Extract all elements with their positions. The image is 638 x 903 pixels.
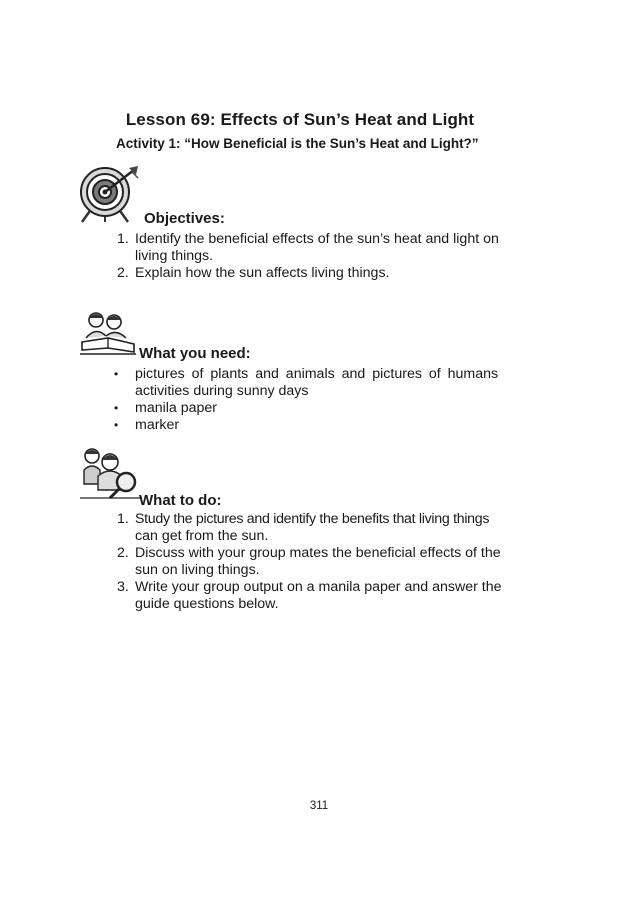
list-item bbox=[117, 511, 539, 545]
item-text-cont: sun on living things. bbox=[135, 562, 260, 578]
list-item bbox=[109, 417, 539, 434]
item-text-cont: activities during sunny days bbox=[135, 383, 309, 399]
item-text: pictures of plants and animals and pictures of humans bbox=[135, 366, 499, 382]
item-number: 1. bbox=[117, 511, 129, 527]
item-number: 1. bbox=[117, 231, 129, 247]
materials-list bbox=[109, 366, 539, 434]
target-icon bbox=[74, 164, 144, 224]
item-text: marker bbox=[135, 417, 180, 433]
materials-heading: What you need: bbox=[139, 345, 251, 362]
list-item bbox=[117, 579, 539, 613]
item-text: Identify the beneficial effects of the sun’s heat and light on bbox=[135, 231, 499, 247]
item-text: Explain how the sun affects living things. bbox=[135, 265, 390, 281]
magnifying-glass-kids-icon bbox=[78, 444, 144, 502]
procedure-list bbox=[117, 511, 539, 613]
procedure-heading: What to do: bbox=[139, 492, 222, 509]
list-item bbox=[117, 545, 539, 579]
lesson-title: Lesson 69: Effects of Sun’s Heat and Light bbox=[125, 110, 475, 129]
item-text-cont: can get from the sun. bbox=[135, 528, 269, 544]
item-text: manila paper bbox=[135, 400, 218, 416]
list-item bbox=[117, 265, 537, 282]
item-text: Write your group output on a manila paper and answer the bbox=[135, 579, 502, 595]
objectives-heading: Objectives: bbox=[144, 210, 225, 227]
objectives-list bbox=[117, 231, 537, 282]
list-item bbox=[109, 400, 539, 417]
bullet: • bbox=[114, 401, 119, 415]
list-item bbox=[109, 366, 539, 400]
activity-title: Activity 1: “How Beneficial is the Sun’s Heat and Light?” bbox=[116, 136, 479, 151]
bullet: • bbox=[114, 367, 119, 381]
item-text: Study the pictures and identify the benefits that living things bbox=[135, 511, 490, 527]
item-text: Discuss with your group mates the beneficial effects of the bbox=[135, 545, 501, 561]
item-number: 2. bbox=[117, 545, 129, 561]
students-reading-icon bbox=[78, 308, 138, 358]
item-text-cont: guide questions below. bbox=[135, 596, 279, 612]
item-number: 2. bbox=[117, 265, 129, 281]
bullet: • bbox=[114, 418, 119, 432]
item-text-cont: living things. bbox=[135, 248, 214, 264]
list-item bbox=[117, 231, 537, 265]
page-number: 311 bbox=[309, 800, 329, 812]
item-number: 3. bbox=[117, 579, 129, 595]
